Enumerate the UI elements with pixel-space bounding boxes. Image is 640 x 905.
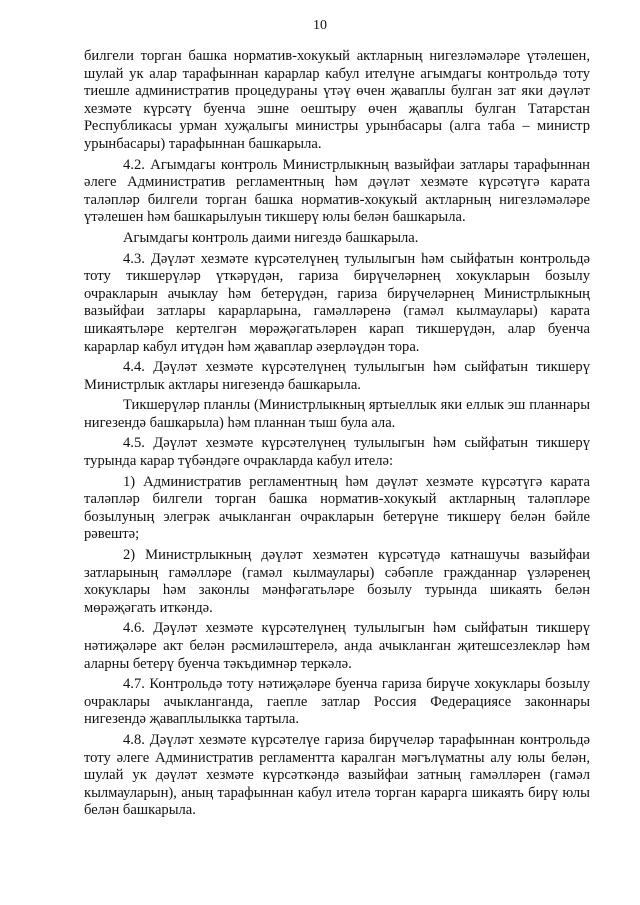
paragraph-inspections: Тикшерүләр планлы (Министрлыкның яртыеллык яки еллык эш планнары нигезендә башкарыла) һәм планнан тыш була ала. [84, 397, 590, 431]
document-body [84, 48, 590, 820]
page-number: 10 [313, 18, 327, 33]
paragraph-current-control: Агымдагы контроль даими нигездә башкарыла. [123, 229, 419, 246]
list-item-2: 2) Министрлыкның дәүләт хезмәтен күрсәтүдә катнашучы вазыйфаи затларының гамәлләре (гамәл кылмаулары) сәбәпле гражданнар үзләренең хокуклары һәм законлы мәнфәгатьләре бозылу турында шикаять белән мөрәҗәгать иткәндә. [84, 547, 590, 616]
paragraph-4-3: 4.3. Дәүләт хезмәте күрсәтелүнең тулылыгын һәм сыйфатын контрольдә тоту тикшерүләр үткәрүдән, гариза бирүчеләрнең хокукларын бозылу очракларын ачыклау һәм бетерүдән, гариза бирүчеләрнең Министрлыкның вазыйфаи затлары карарларына, гамәлләренә (гамәл кылмаулары) карата шикаятьләре кертелгән мөрәҗәгатьләрен карап тикшерүдән, алар буенча карарлар кабул итүдән һәм җаваплар әзерләүдән тора. [84, 250, 590, 355]
paragraph-4-6: 4.6. Дәүләт хезмәте күрсәтелүнең тулылыгын һәм сыйфатын тикшерү нәтиҗәләре акт белән рәсмиләштерелә, анда ачыкланган җитешсезлекләр һәм аларны бетерү буенча тәкъдимнәр теркәлә. [84, 620, 590, 672]
paragraph-4-2: 4.2. Агымдагы контроль Министрлыкның вазыйфаи затлары тарафыннан әлеге Административ регламентның һәм дәүләт хезмәте күрсәтүгә карата таләпләр билгели торган башка норматив-хокукый актларның нигезләмәләре үтәлешен һәм башкарылуын тикшерү юлы белән башкарыла. [84, 156, 590, 226]
paragraph-continuation: билгели торган башка норматив-хокукый актларның нигезләмәләре үтәлешен, шулай ук алар тарафыннан карарлар кабул ителүне агымдагы контрольдә тоту тиешле административ процедураны үтәү өчен җаваплы булган зат яки дәүләт хезмәте күрсәтү буенча эшне оештыру өчен җаваплы булган Татарстан Республикасы урман хуҗалыгы министры урынбасары (алга таба – министр урынбасары) тарафыннан башкарыла. [84, 48, 590, 152]
paragraph-4-7: 4.7. Контрольдә тоту нәтиҗәләре буенча гариза бирүче хокуклары бозылу очраклары ачыкланганда, гаепле затлар Россия Федерациясе законнары нигезендә җаваплылыкка тартыла. [84, 676, 590, 728]
paragraph-4-8: 4.8. Дәүләт хезмәте күрсәтелүе гариза бирүчеләр тарафыннан контрольдә тоту әлеге Административ регламентта каралган мәгълүматны алу юлы белән, шулай ук дәүләт хезмәте күрсәткәндә вазыйфаи затның гамәлләрен (гамәл кылмауларын), аның тарафыннан кабул ителә торган карарга шикаять бирү юлы белән башкарыла. [84, 731, 590, 819]
list-item-1: 1) Административ регламентның һәм дәүләт хезмәте күрсәтүгә карата таләпләр билгели торган башка норматив-хокукый актларның таләпләре бозылуның элегрәк ачыкланган очракларын бетерүне тикшерү белән бәйле рәвештә; [84, 473, 590, 543]
paragraph-4-5: 4.5. Дәүләт хезмәте күрсәтелүнең тулылыгын һәм сыйфатын тикшерү турында карар түбәндәге очракларда кабул ителә: [84, 435, 590, 470]
paragraph-4-4: 4.4. Дәүләт хезмәте күрсәтелүнең тулылыгын һәм сыйфатын тикшерү Министрлык актлары нигезендә башкарыла. [84, 359, 590, 393]
